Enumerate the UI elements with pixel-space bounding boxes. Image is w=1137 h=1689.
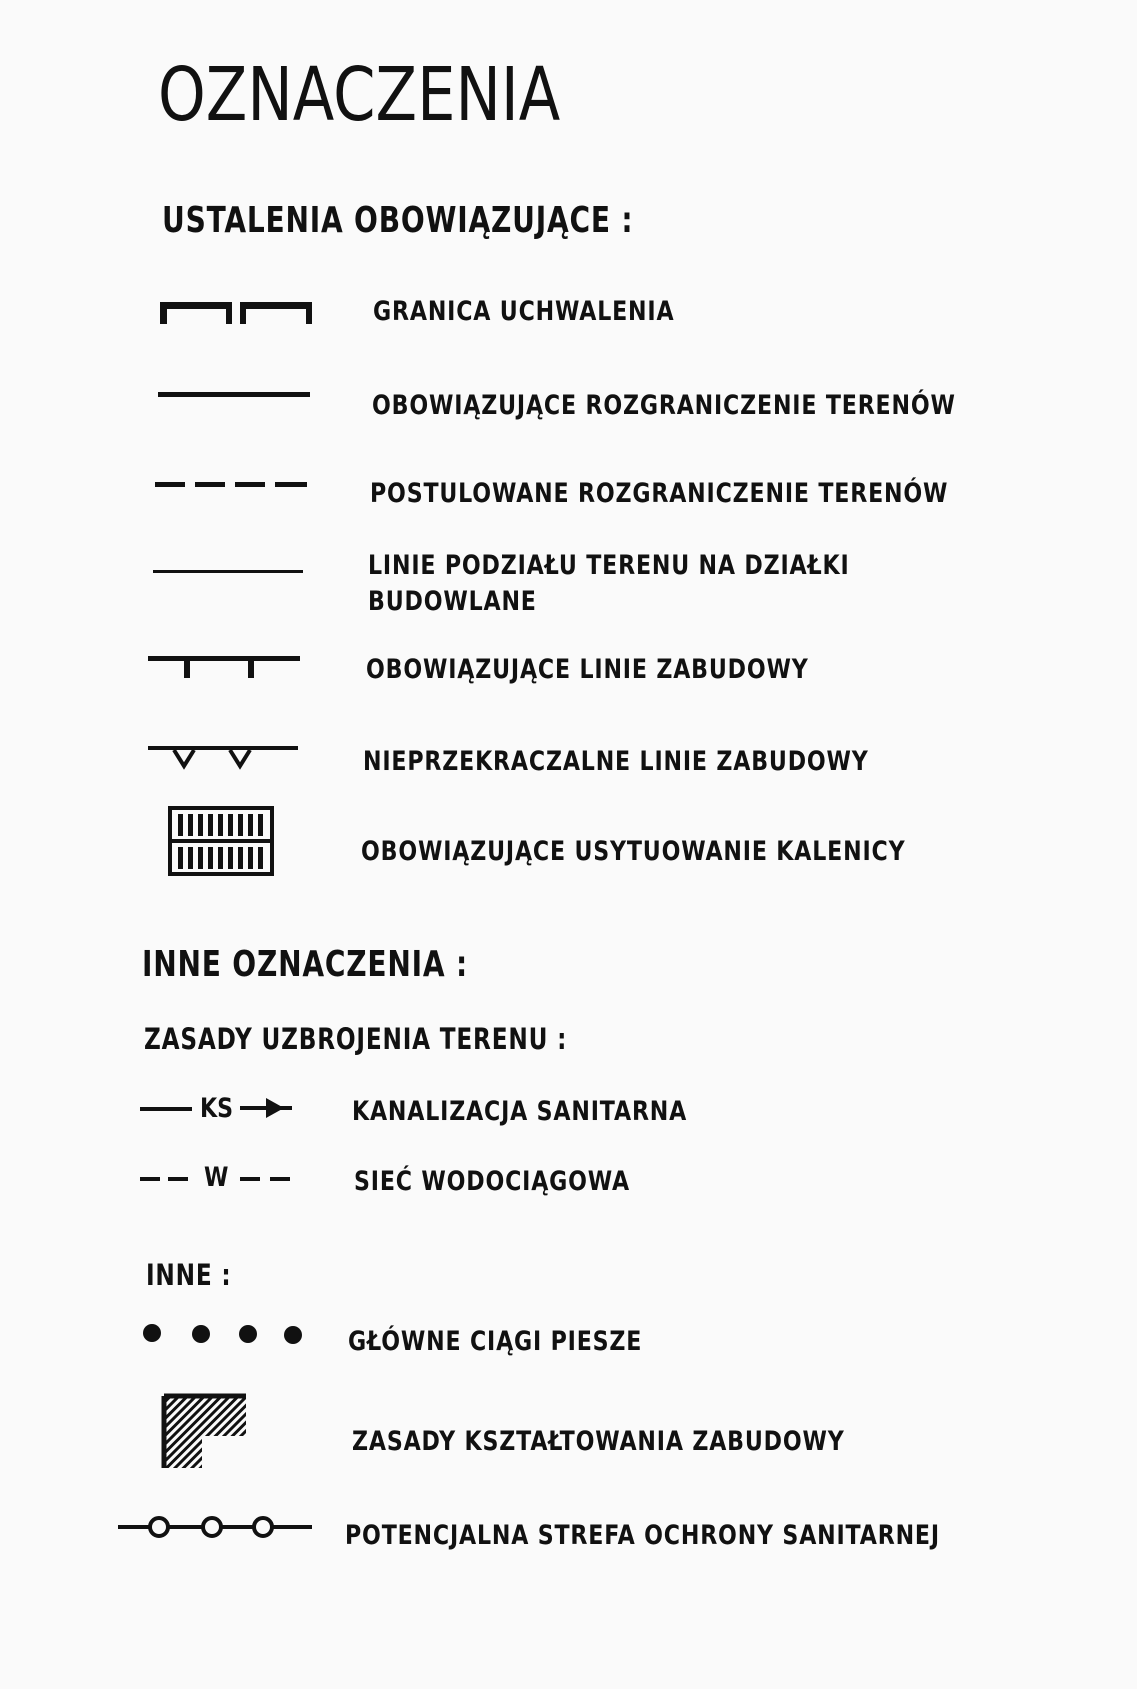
- solid-line-icon: [158, 390, 310, 400]
- building-line-v-icon: [148, 742, 303, 772]
- legend-label-development-rules: ZASADY KSZTAŁTOWANIA ZABUDOWY: [352, 1426, 845, 1457]
- dashed-line-icon: [155, 480, 307, 490]
- section-other-heading: INNE OZNACZENIA :: [142, 944, 468, 985]
- legend-label-sanitary-sewer: KANALIZACJA SANITARNA: [352, 1096, 688, 1127]
- water-code: W: [204, 1162, 229, 1193]
- legend-label-plan-boundary: GRANICA UCHWALENIA: [373, 296, 675, 327]
- legend-label-postulated-demarcation: POSTULOWANE ROZGRANICZENIE TERENÓW: [370, 478, 949, 509]
- thin-line-icon: [153, 568, 305, 576]
- sewer-code: KS: [200, 1093, 234, 1124]
- legend-title: OZNACZENIA: [158, 52, 561, 138]
- legend-label-water-network: SIEĆ WODOCIĄGOWA: [354, 1166, 631, 1197]
- circles-line-icon: [118, 1514, 312, 1540]
- legend-label-binding-building-lines: OBOWIĄZUJĄCE LINIE ZABUDOWY: [366, 654, 809, 685]
- building-line-t-icon: [148, 652, 303, 682]
- legend-label-non-exceedable-building-lines: NIEPRZEKRACZALNE LINIE ZABUDOWY: [363, 746, 869, 777]
- section-binding-heading: USTALENIA OBOWIĄZUJĄCE :: [162, 200, 634, 241]
- ridge-hatch-icon: [168, 806, 274, 876]
- legend-label-plot-division-line1: LINIE PODZIAŁU TERENU NA DZIAŁKI: [368, 550, 850, 581]
- subsection-misc-heading: INNE :: [146, 1258, 232, 1292]
- dots-line-icon: [142, 1322, 302, 1346]
- subsection-utilities-heading: ZASADY UZBROJENIA TERENU :: [144, 1022, 568, 1056]
- legend-label-ridge-position: OBOWIĄZUJĄCE USYTUOWANIE KALENICY: [361, 836, 906, 867]
- hatched-corner-icon: [162, 1394, 248, 1470]
- legend-label-plot-division-line2: BUDOWLANE: [368, 586, 537, 617]
- legend-label-binding-demarcation: OBOWIĄZUJĄCE ROZGRANICZENIE TERENÓW: [372, 390, 956, 421]
- legend-label-sanitary-protection-zone: POTENCJALNA STREFA OCHRONY SANITARNEJ: [345, 1520, 940, 1551]
- plan-boundary-icon: [160, 296, 312, 326]
- legend-label-main-footpaths: GŁÓWNE CIĄGI PIESZE: [348, 1326, 643, 1357]
